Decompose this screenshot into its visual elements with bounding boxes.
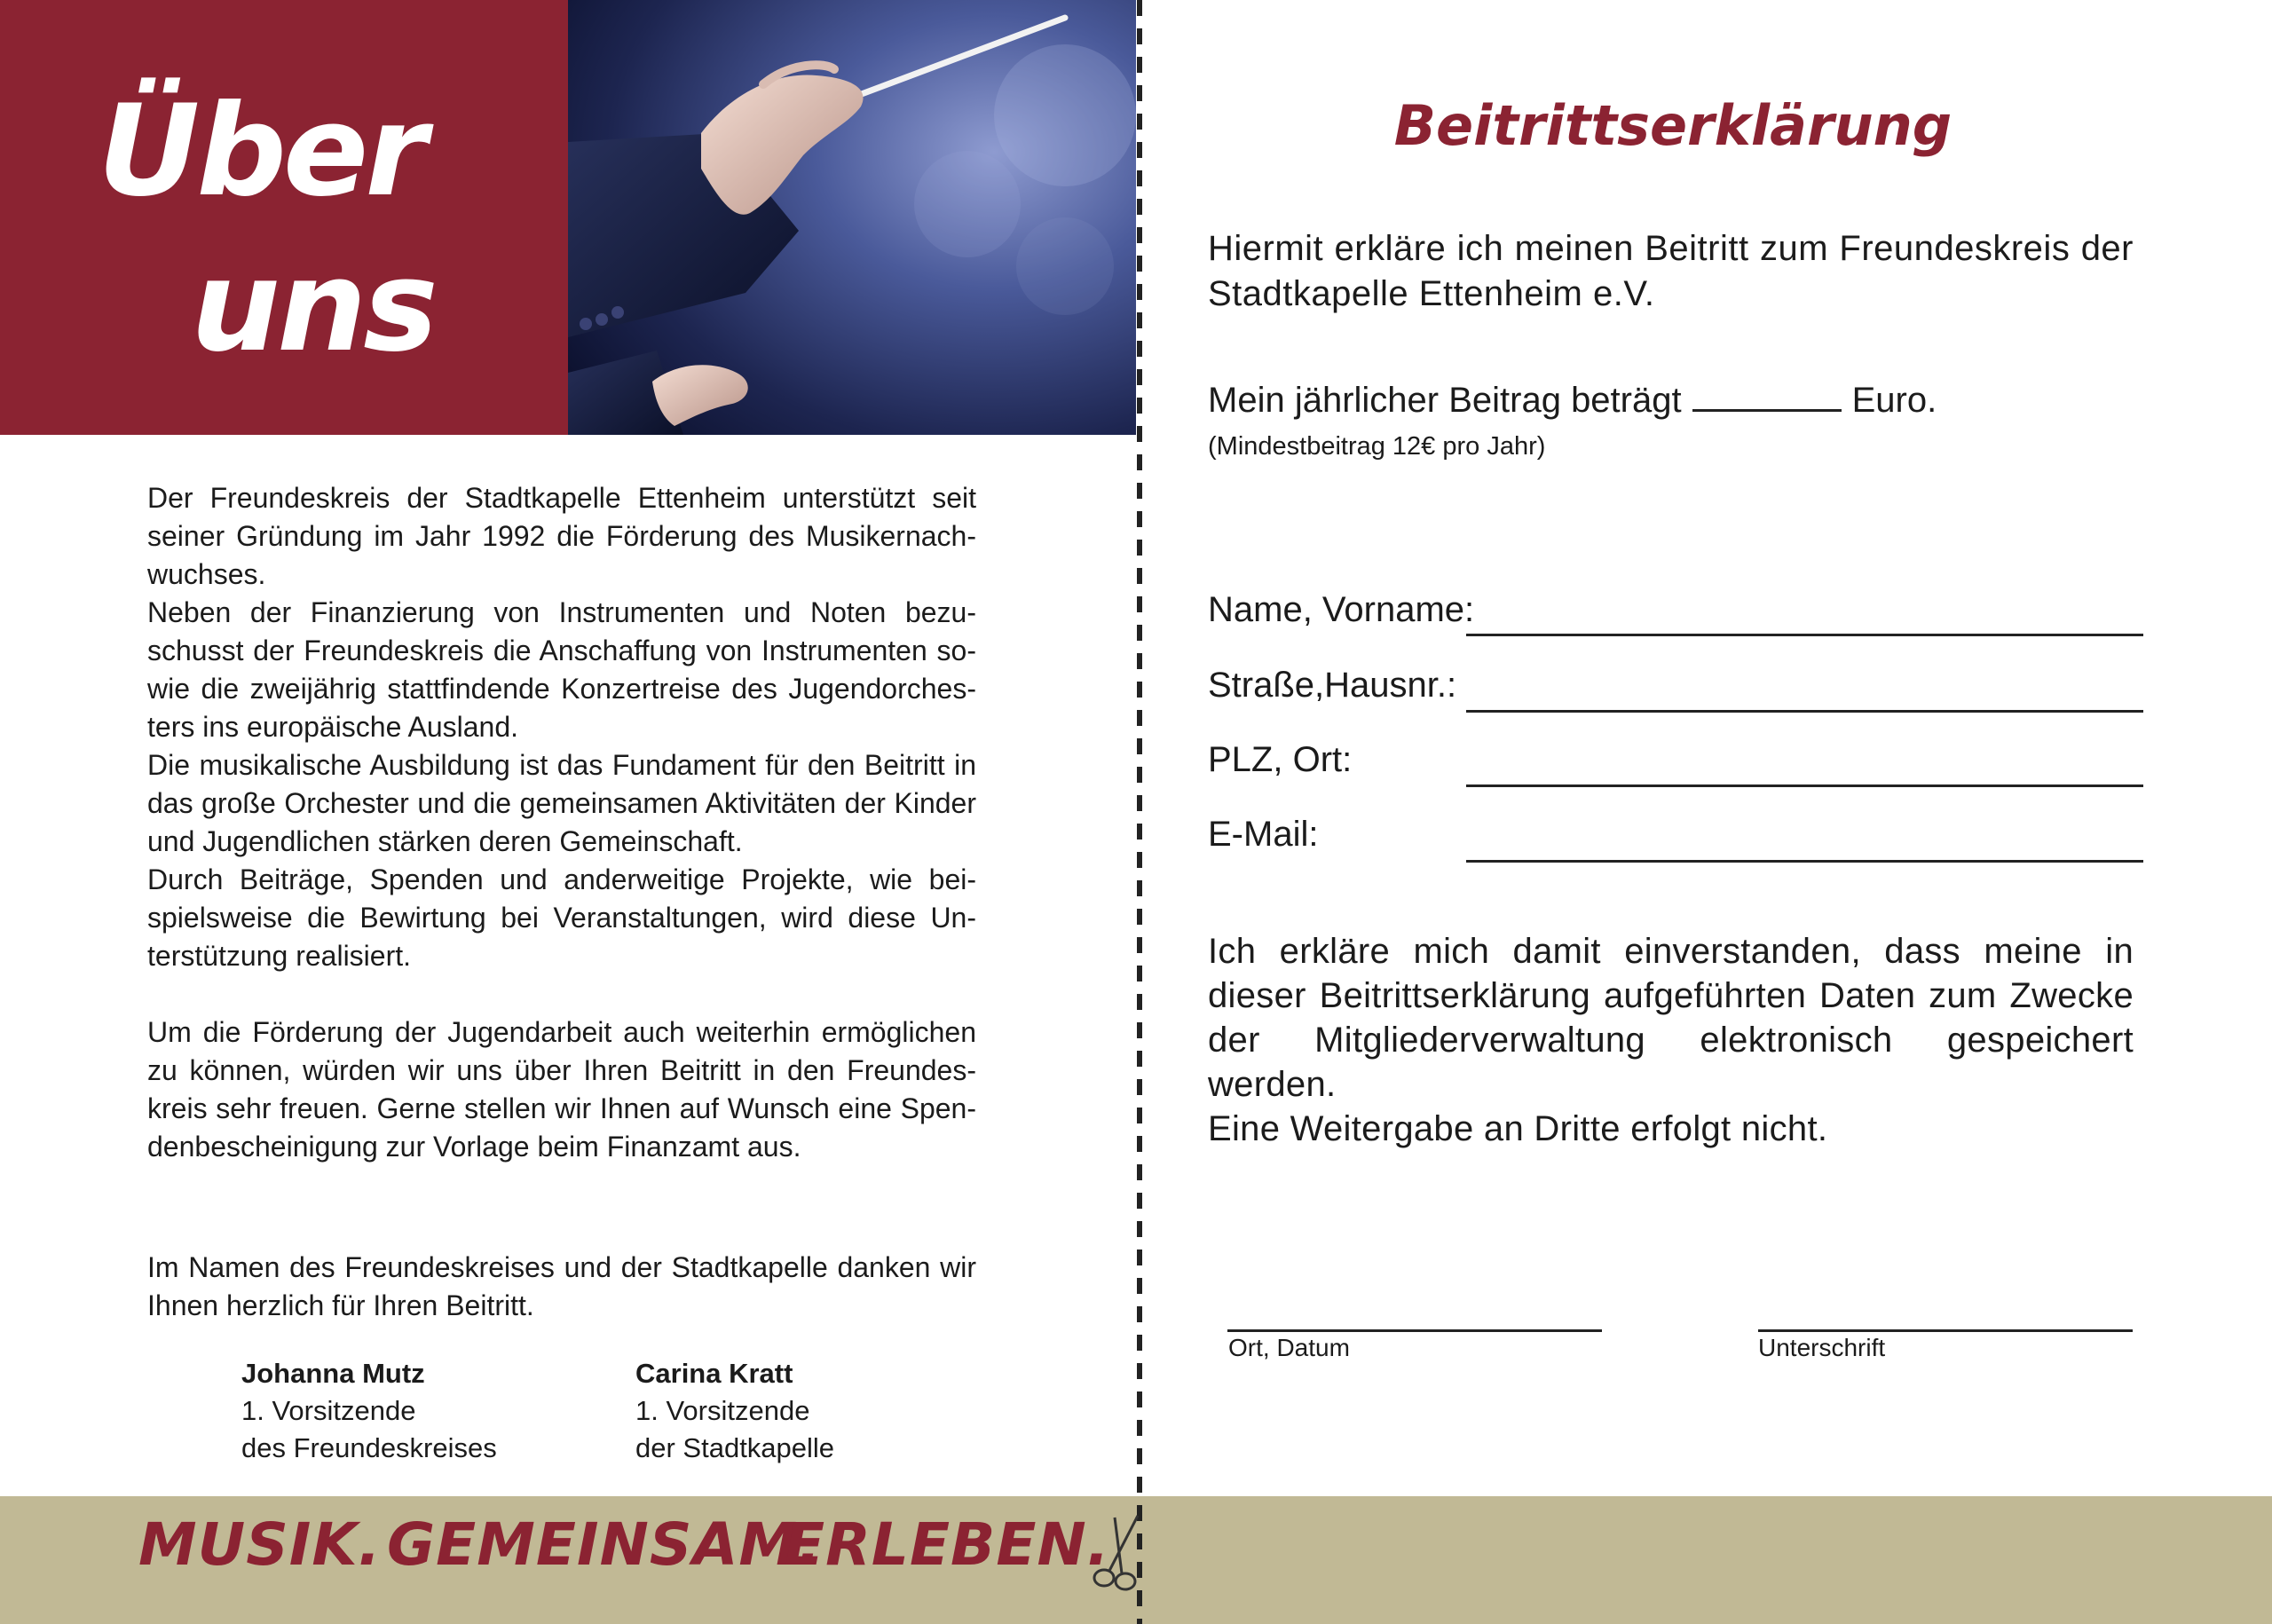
about-paragraph: Die musikalische Ausbildung ist das Fundament für den Beitritt in das große Orchester und die gemeinsamen Aktivitäten der Kinder und Jugendlichen stärken deren Gemeinschaft. bbox=[147, 749, 976, 857]
signature-label: Unterschrift bbox=[1758, 1334, 1886, 1361]
field-label-street: Straße,Hausnr.: bbox=[1208, 666, 1457, 705]
page-title-line-1: Über bbox=[98, 78, 424, 225]
signature-field[interactable] bbox=[1758, 1329, 2133, 1332]
contribution-prefix: Mein jährlicher Beitrag beträgt bbox=[1208, 381, 1682, 420]
about-text bbox=[147, 479, 976, 1325]
slogan-word-1: MUSIK. bbox=[138, 1510, 382, 1579]
contribution-amount-blank[interactable] bbox=[1692, 375, 1842, 412]
city-field[interactable] bbox=[1466, 784, 2143, 787]
consent-paragraph: Ich erkläre mich damit einverstanden, dass meine in dieser Beitrittserklärung aufgeführten Daten zum Zwecke der Mitgliederverwaltung elektronisch gespeichert werden. bbox=[1208, 932, 2134, 1104]
thanks-paragraph: Im Namen des Freundeskreises und der Stadtkapelle danken wir Ihnen herzlich für Ihren Beitritt. bbox=[147, 1251, 976, 1321]
intro-text: Hiermit erkläre ich meinen Beitritt zum Freundeskreis der Stadtkapelle Ettenheim e.V. bbox=[1208, 229, 2134, 313]
signatory-role: 1. Vorsitzende bbox=[635, 1395, 810, 1426]
place-date-field[interactable] bbox=[1227, 1329, 1602, 1332]
place-date-label: Ort, Datum bbox=[1228, 1334, 1350, 1361]
contribution-line bbox=[1208, 375, 1937, 422]
minimum-note: (Mindestbeitrag 12€ pro Jahr) bbox=[1208, 432, 1546, 461]
field-label-city: PLZ, Ort: bbox=[1208, 740, 1353, 779]
signatory-role: 1. Vorsitzende bbox=[241, 1395, 416, 1426]
dashed-cut-line bbox=[1137, 0, 1142, 1624]
scissors-icon bbox=[1088, 1509, 1150, 1597]
about-paragraph: Um die Förderung der Jugendarbeit auch weiterhin ermöglichen zu können, würden wir uns über Ihren Beitritt in den Freundeskreis sehr freuen. Gerne stellen wir Ihnen auf Wunsch eine Spendenbescheinigung zur Vorlage beim Finanzamt aus. bbox=[147, 1016, 976, 1163]
signatory-org: der Stadtkapelle bbox=[635, 1432, 835, 1463]
about-paragraph: Neben der Finanzierung von Instrumenten und Noten bezuschusst der Freundeskreis die Anschaffung von Instrumenten sowie die zweijährig stattfindende Konzertreise des Jugendorchesters ins europäische Ausland. bbox=[147, 596, 976, 743]
field-label-name: Name, Vorname: bbox=[1208, 590, 1475, 629]
form-title: Beitrittserklärung bbox=[1393, 93, 1952, 158]
conductor-hands-icon bbox=[568, 0, 1136, 435]
signatory-name: Johanna Mutz bbox=[241, 1358, 425, 1389]
page-title-line-2: uns bbox=[191, 233, 435, 380]
contribution-suffix: Euro. bbox=[1851, 381, 1937, 420]
about-paragraph: Der Freundeskreis der Stadtkapelle Ettenheim unterstützt seit seiner Gründung im Jahr 1992 die Förderung des Musikernachwuchses. bbox=[147, 482, 976, 590]
street-field[interactable] bbox=[1466, 710, 2143, 713]
signatory-2 bbox=[635, 1355, 834, 1467]
conductor-photo bbox=[568, 0, 1136, 435]
title-block bbox=[0, 0, 568, 435]
signatory-org: des Freundeskreises bbox=[241, 1432, 497, 1463]
signatory-1 bbox=[241, 1355, 497, 1467]
slogan-word-2: GEMEINSAM. bbox=[387, 1510, 822, 1579]
email-field[interactable] bbox=[1466, 860, 2143, 863]
consent-text bbox=[1208, 929, 2134, 1151]
name-field[interactable] bbox=[1466, 634, 2143, 636]
signatory-name: Carina Kratt bbox=[635, 1358, 793, 1389]
about-paragraph: Durch Beiträge, Spenden und anderweitige Projekte, wie beispielsweise die Bewirtung bei Veranstaltungen, wird diese Unterstützung realisiert. bbox=[147, 863, 976, 972]
field-label-email: E-Mail: bbox=[1208, 815, 1319, 854]
consent-paragraph: Eine Weitergabe an Dritte erfolgt nicht. bbox=[1208, 1109, 1828, 1148]
slogan-word-3: ERLEBEN. bbox=[785, 1510, 1110, 1579]
